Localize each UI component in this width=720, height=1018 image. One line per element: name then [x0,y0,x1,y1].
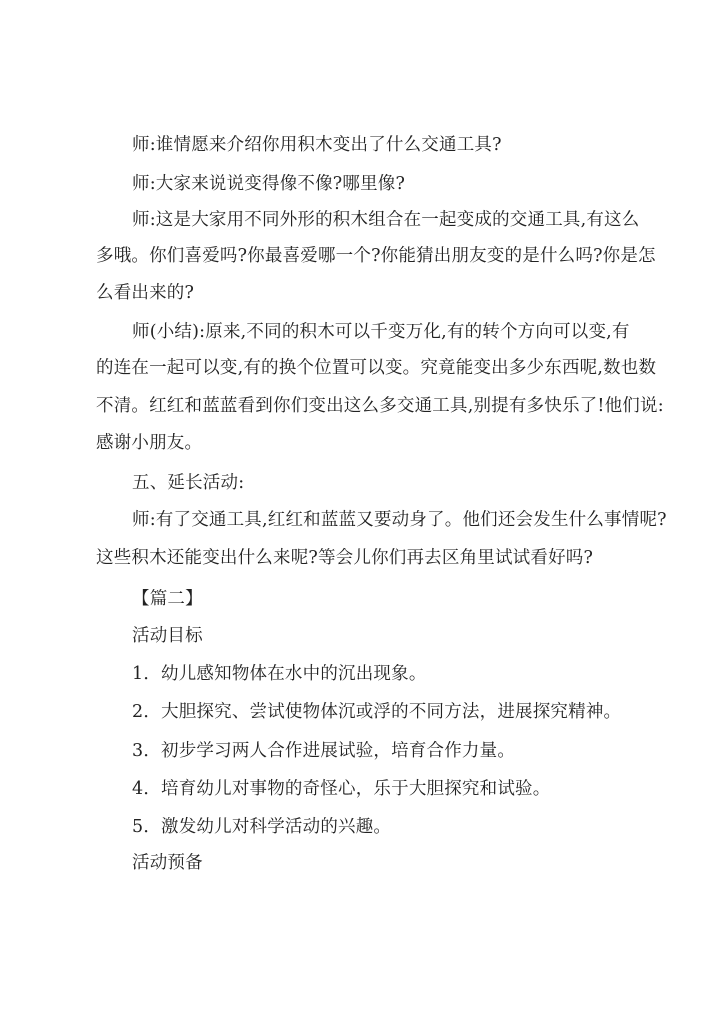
section-heading-preparation: 活动预备 [132,853,203,873]
text-line-extension-2: 这些积木还能变出什么来呢?等会儿你们再去区角里试试看好吗? [96,548,594,568]
list-item-goal-4: 4．培育幼儿对事物的奇怪心，乐于大胆探究和试验。 [132,779,551,799]
text-line-ask-likeness: 师:大家来说说变得像不像?哪里像? [132,174,406,194]
text-line-teacher-3: 么看出来的? [96,283,195,303]
list-item-goal-5: 5．激发幼儿对科学活动的兴趣。 [132,817,392,837]
text-line-teacher-2: 多哦。你们喜爱吗?你最喜爱哪一个?你能猜出朋友变的是什么吗?你是怎 [96,246,656,266]
text-line-teacher-1: 师:这是大家用不同外形的积木组合在一起变成的交通工具,有这么 [132,210,640,230]
text-line-summary-1: 师(小结):原来,不同的积木可以千变万化,有的转个方向可以变,有 [132,322,630,342]
text-line-summary-2: 的连在一起可以变,有的换个位置可以变。究竟能变出多少东西呢,数也数 [96,358,657,378]
text-line-summary-3: 不清。红红和蓝蓝看到你们变出这么多交通工具,别提有多快乐了!他们说: [96,396,664,416]
section-heading-part-two: 【篇二】 [132,589,203,609]
text-line-summary-4: 感谢小朋友。 [96,433,203,453]
list-item-goal-1: 1．幼儿感知物体在水中的沉出现象。 [132,664,427,684]
section-heading-goals: 活动目标 [132,626,203,646]
list-item-goal-3: 3．初步学习两人合作进展试验，培育合作力量。 [132,741,516,761]
list-item-goal-2: 2．大胆探究、尝试使物体沉或浮的不同方法，进展探究精神。 [132,702,622,722]
section-heading-extension: 五、延长活动: [132,473,245,493]
text-line-ask-introduce: 师:谁情愿来介绍你用积木变出了什么交通工具? [132,135,502,155]
text-line-extension-1: 师:有了交通工具,红红和蓝蓝又要动身了。他们还会发生什么事情呢? [132,510,667,530]
